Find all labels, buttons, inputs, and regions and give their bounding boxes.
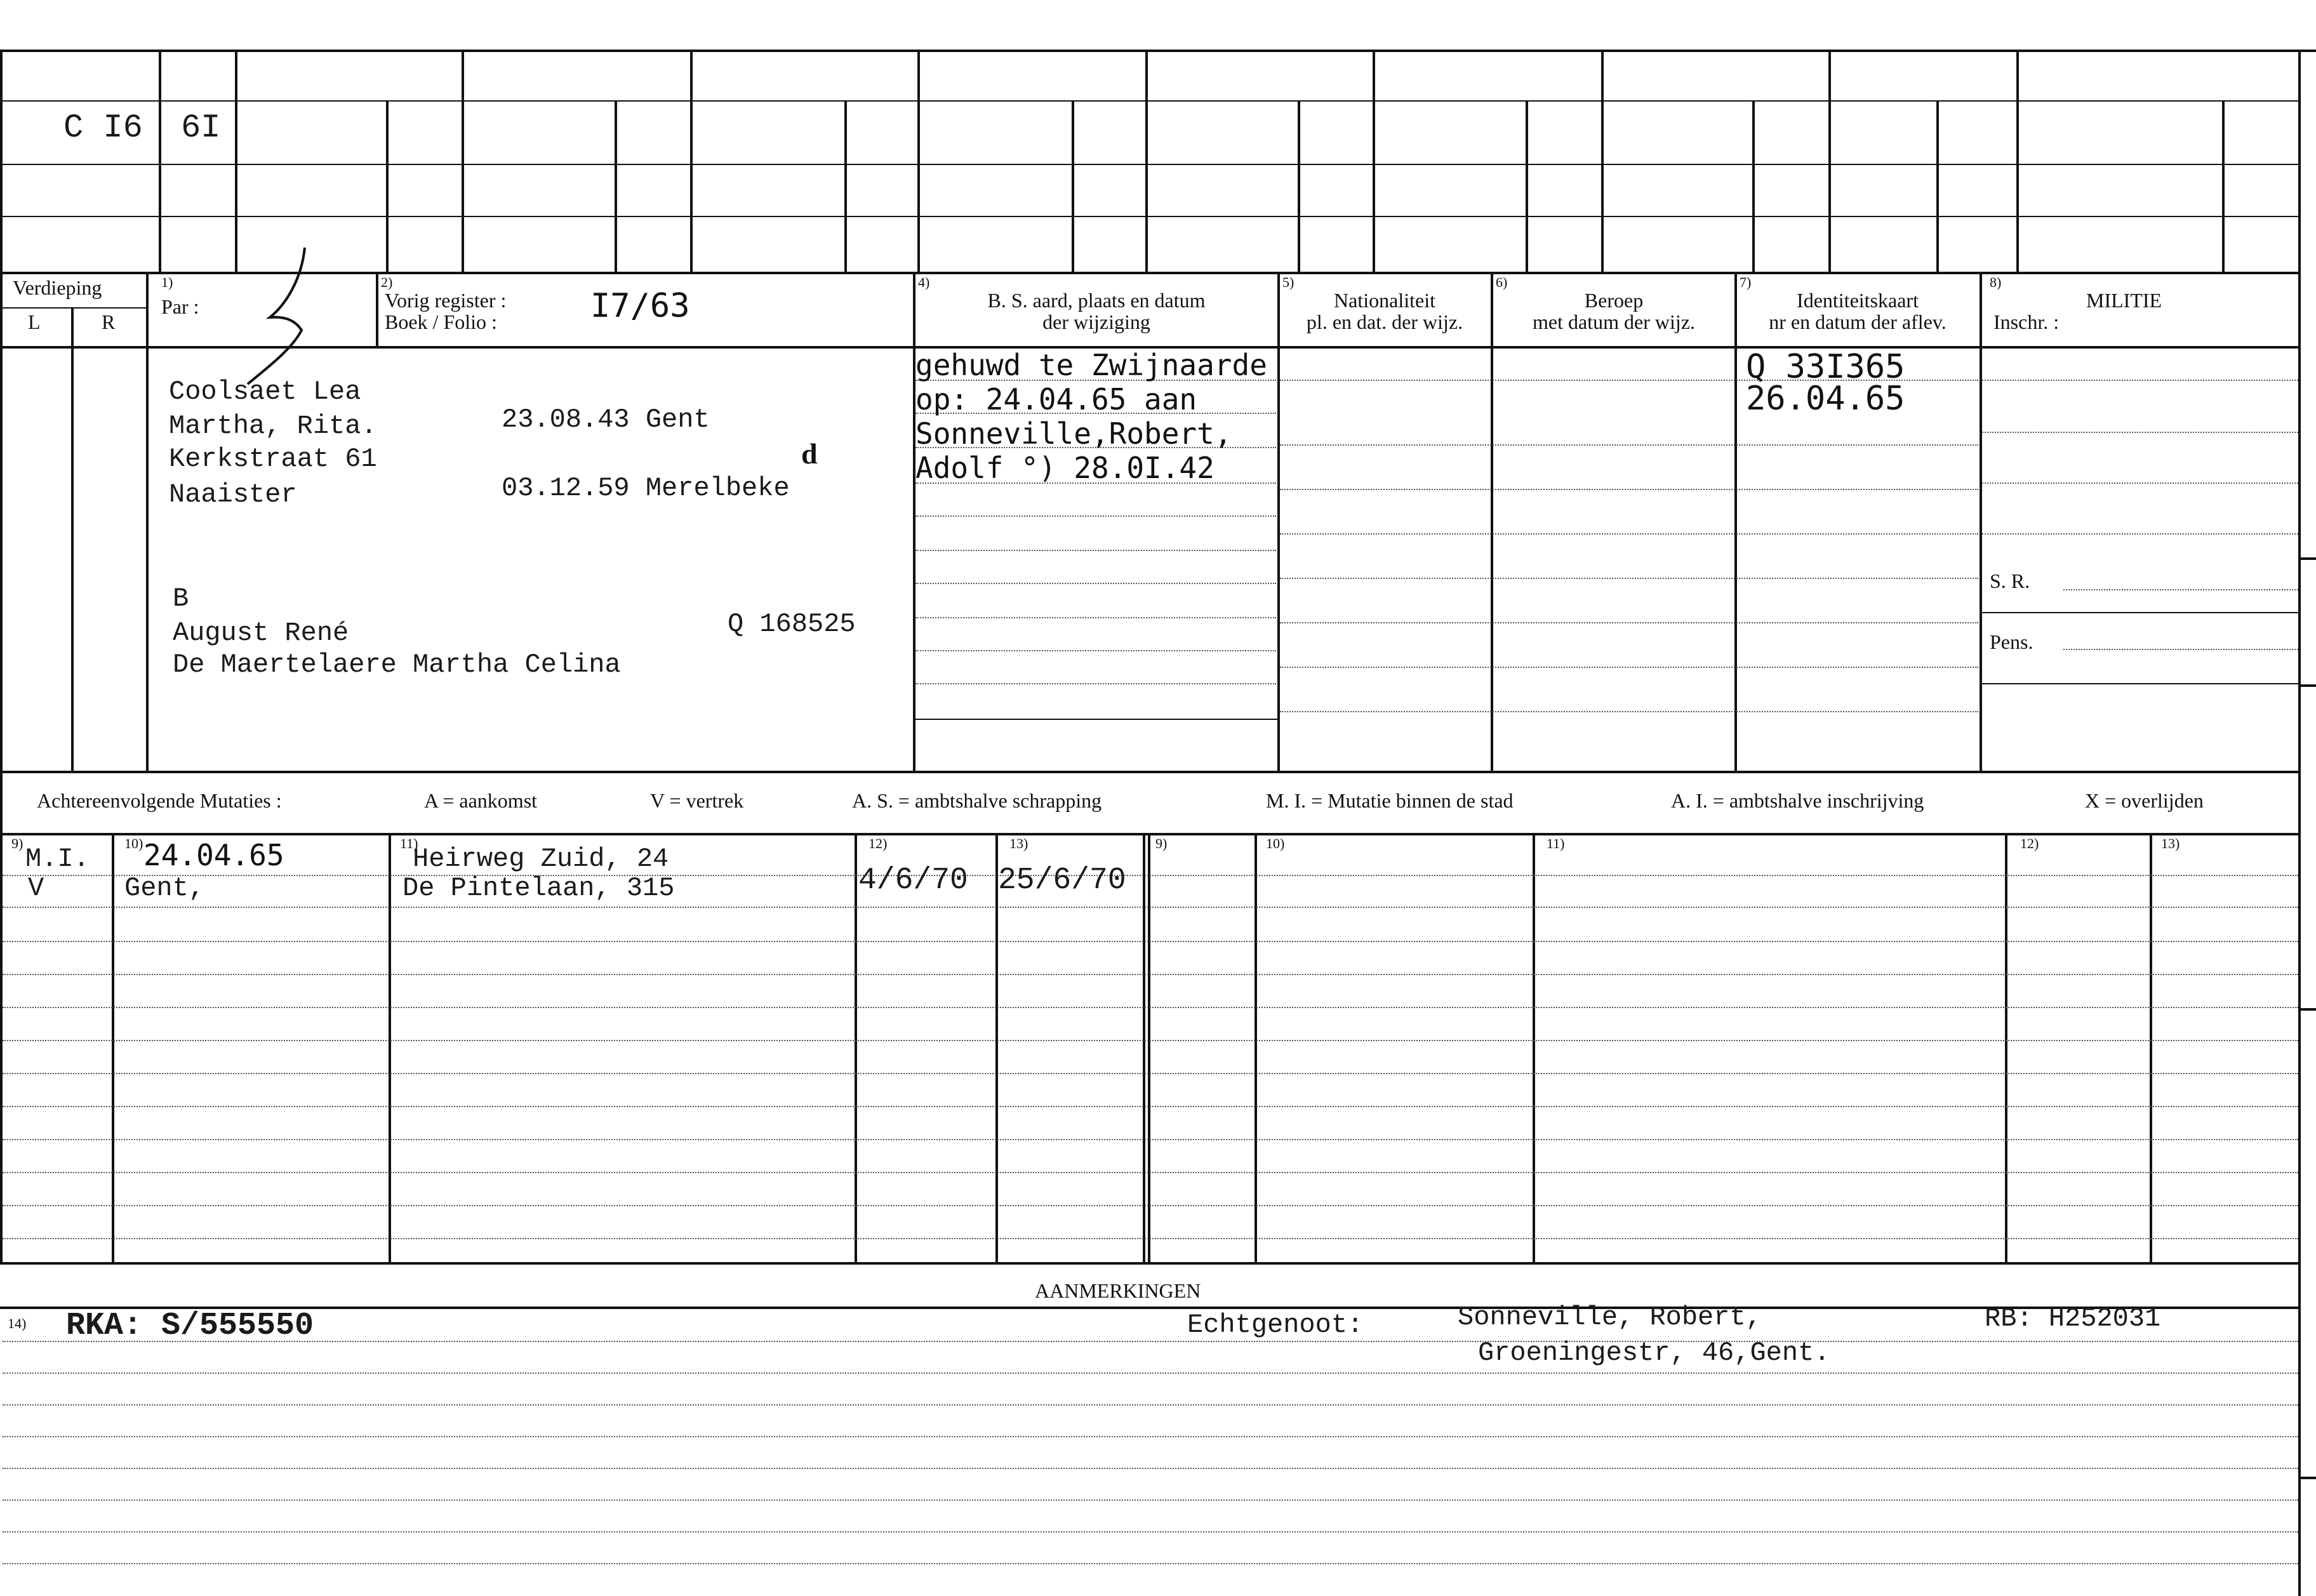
legend-vertrek: V = vertrek — [650, 789, 744, 812]
civil-status-line-4: Adolf °) 28.0I.42 — [915, 451, 1215, 485]
civil-status-line-2: op: 24.04.65 aan — [915, 382, 1197, 416]
pens-label: Pens. — [1990, 630, 2033, 653]
mutation-2-code: V — [28, 873, 44, 903]
right-border — [2298, 50, 2301, 1596]
nationaliteit-label: Nationaliteit — [1334, 289, 1435, 312]
legend-mutatie: M. I. = Mutatie binnen de stad — [1266, 789, 1514, 812]
handwritten-par-mark — [241, 241, 330, 394]
legend-title: Achtereenvolgende Mutaties : — [37, 789, 282, 812]
civil-status-mark: d — [801, 437, 818, 470]
parents-label: B — [173, 583, 189, 614]
field-number-6: 6) — [1496, 274, 1508, 290]
inschr-label: Inschr. : — [1993, 310, 2060, 333]
spouse-name: Sonneville, Robert, — [1458, 1302, 1762, 1333]
person-arrival: 03.12.59 Merelbeke — [502, 473, 790, 503]
register-folio: I7/63 — [590, 287, 690, 325]
mutation-1-date: 24.04.65 — [143, 838, 284, 872]
mut-col-9b-label: 9) — [1155, 835, 1168, 851]
mut-col-11b-label: 11) — [1547, 835, 1565, 851]
par-label: Par : — [161, 295, 199, 318]
identity-card-date: 26.04.65 — [1746, 380, 1905, 418]
legend-overlijden: X = overlijden — [2085, 789, 2204, 812]
mutation-1-code: M.I. — [25, 844, 90, 874]
person-surname: Coolsaet Lea — [169, 376, 361, 407]
father-id: Q 168525 — [728, 609, 856, 639]
mutation-1-col12: 4/6/70 — [858, 863, 968, 898]
father-name: August René — [173, 618, 349, 648]
legend-aankomst: A = aankomst — [424, 789, 538, 812]
card-code-a: C I6 — [63, 109, 143, 147]
civil-status-line-1: gehuwd te Zwijnaarde — [915, 348, 1267, 382]
mut-col-10-label: 10) — [124, 835, 143, 851]
mutation-2-address: De Pintelaan, 315 — [403, 873, 675, 903]
identiteitskaart-label: Identiteitskaart — [1797, 289, 1919, 312]
legend-inschrijving: A. I. = ambtshalve inschrijving — [1671, 789, 1924, 812]
field-number-5: 5) — [1282, 274, 1294, 290]
mut-col-12b-label: 12) — [2020, 835, 2039, 851]
bs-label-1: B. S. aard, plaats en datum — [987, 289, 1206, 312]
floor-right-label: R — [102, 310, 116, 333]
nationaliteit-label-2: pl. en dat. der wijz. — [1306, 310, 1463, 333]
person-birth: 23.08.43 Gent — [502, 404, 710, 435]
field-number-2: 2) — [381, 274, 393, 290]
mut-col-10b-label: 10) — [1266, 835, 1285, 851]
spouse-address: Groeningestr, 46,Gent. — [1478, 1338, 1830, 1368]
identiteitskaart-label-2: nr en datum der aflev. — [1769, 310, 1947, 333]
boek-folio-label: Boek / Folio : — [385, 310, 497, 333]
person-firstnames: Martha, Rita. — [169, 411, 377, 441]
mutation-2-date: Gent, — [124, 873, 205, 903]
mut-col-9-label: 9) — [11, 835, 23, 851]
mut-col-12-label: 12) — [868, 835, 888, 851]
person-occupation: Naaister — [169, 479, 297, 510]
legend-schrapping: A. S. = ambtshalve schrapping — [852, 789, 1102, 812]
top-border — [0, 50, 2316, 52]
sr-label: S. R. — [1990, 569, 2030, 592]
mut-col-13-label: 13) — [1009, 835, 1028, 851]
person-street: Kerkstraat 61 — [169, 444, 377, 474]
mutation-1-col13: 25/6/70 — [998, 863, 1126, 898]
left-border — [0, 50, 3, 1262]
identity-card-number: Q 33I365 — [1746, 348, 1905, 386]
bs-label-2: der wijziging — [1042, 310, 1150, 333]
mother-name: De Maertelaere Martha Celina — [173, 649, 621, 680]
mut-col-11-label: 11) — [400, 835, 418, 851]
beroep-label: Beroep — [1584, 289, 1644, 312]
verdieping-label: Verdieping — [13, 276, 102, 299]
militie-label: MILITIE — [2086, 289, 2162, 312]
field-number-4: 4) — [918, 274, 930, 290]
mutation-1-address: Heirweg Zuid, 24 — [413, 844, 669, 874]
remarks-number: 14) — [8, 1315, 27, 1331]
field-number-1: 1) — [161, 274, 173, 290]
remarks-rka: RKA: S/555550 — [66, 1308, 314, 1344]
vorig-register-label: Vorig register : — [385, 289, 507, 312]
floor-left-label: L — [28, 310, 41, 333]
remarks-rb: RB: H252031 — [1985, 1303, 2161, 1334]
spouse-label: Echtgenoot: — [1187, 1310, 1364, 1340]
field-number-7: 7) — [1740, 274, 1752, 290]
card-code-b: 6I — [181, 109, 221, 147]
remarks-title: AANMERKINGEN — [1035, 1279, 1201, 1302]
field-number-8: 8) — [1990, 274, 2002, 290]
mut-col-13b-label: 13) — [2161, 835, 2180, 851]
beroep-label-2: met datum der wijz. — [1533, 310, 1695, 333]
civil-status-line-3: Sonneville,Robert, — [915, 416, 1232, 451]
